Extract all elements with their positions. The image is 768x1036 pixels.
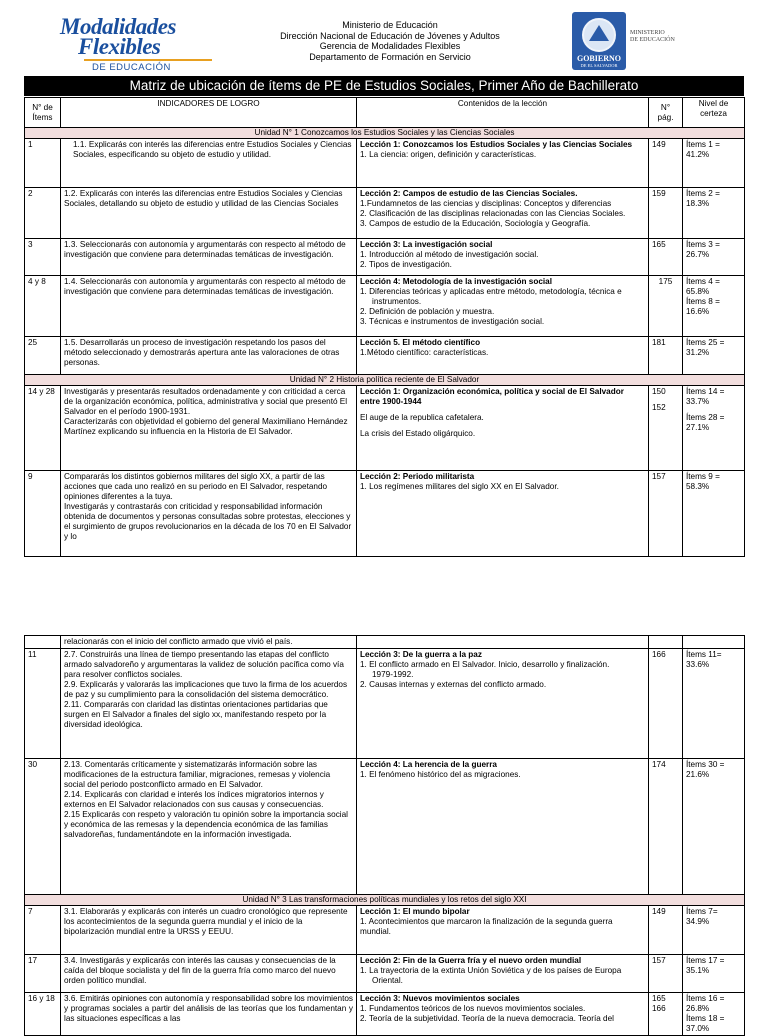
header-line-departamento: Departamento de Formación en Servicio (309, 51, 471, 62)
table-row: 14 y 28 Investigarás y presentarás resultados ordenadamente y con criticidad a cerca de la organización económica, política, administrativa y social que presentó El Salvador en el período 1900-1931. Caracterizarás con objetividad el gobierno del general Maximiliano Hernández Martínez explicando su influencia en la Historia de El Salvador. Lección 1: Organización económica, política y social de El Salvador entre 1900-1944 El auge de la republica cafetalera. La crisis del Estado oligárquico. 150 152 Ítems 14 = 33.7% Ítems 28 = 27.1% (25, 386, 745, 471)
table-row: 2 1.2. Explicarás con interés las diferencias entre Estudios Sociales y Ciencias Sociales, detallando su objeto de estudio y utilidad de las Ciencias Sociales Lección 2: Campos de estudio de las Ciencias Sociales. 1.Fundamnetos de las ciencias y disciplinas: Conceptos y diferencias 2. Clasificación de las disciplinas relacionadas con las Ciencias Sociales. 3. Campos de estudio de la Educación, Sociología y Geografía. 159 Ítems 2 = 18.3% (25, 188, 745, 239)
table-row: 25 1.5. Desarrollarás un proceso de investigación respetando los pasos del método seleccionado y demostrarás apertura ante las valoraciones de otras personas. Lección 5. El método científico 1.Método científico: características. 181 Ítems 25 = 31.2% (25, 337, 745, 375)
gobierno-el-salvador-logo (572, 12, 682, 74)
unit-1-title: Unidad N° 1 Conozcamos los Estudios Sociales y las Ciencias Sociales (25, 128, 745, 139)
unit-2-title: Unidad N° 2 Historia política reciente de El Salvador (25, 375, 745, 386)
header-line-direccion: Dirección Nacional de Educación de Jóvenes y Adultos (280, 30, 500, 41)
logo-line-2: Flexibles (78, 34, 161, 59)
crest-text-gobierno: GOBIERNO (576, 54, 621, 63)
table-row: 4 y 8 1.4. Seleccionarás con autonomía y argumentarás con respecto al método de investigación que conviene para determinadas temáticas de investigación. Lección 4: Metodología de la investigación social 1. Diferencias teóricas y aplicadas entre método, metodología, técnica e instrumentos. 2. Definición de población y muestra. 3. Técnicas e instrumentos de investigación social. 175 Ítems 4 = 65.8% Ítems 8 = 16.6% (25, 276, 745, 337)
col-header-nivel: Nivel de certeza (683, 98, 745, 128)
ministry-label: MINISTERIO DE EDUCACIÓN (630, 30, 675, 43)
unit-row (25, 128, 745, 139)
crest-icon (572, 12, 626, 70)
items-matrix-table-page-1 (24, 97, 745, 557)
table-header-row (25, 98, 745, 128)
items-matrix-table-page-2 (24, 635, 745, 1036)
table-row: 17 3.4. Investigarás y explicarás con interés las causas y consecuencias de la caída del bloque socialista y del fin de la guerra fría como marco del nuevo orden político mundial. Lección 2: Fin de la Guerra fría y el nuevo orden mundial 1. La trayectoria de la extinta Unión Soviética y de los países de Europa Oriental. 157 Ítems 17 = 35.1% (25, 955, 745, 993)
table-row: 11 2.7. Construirás una línea de tiempo presentando las etapas del conflicto armado salvadoreño y argumentaras la validez de solución pacífica como vía para resolver conflictos sociales. 2.9. Explicarás y valorarás las implicaciones que tuvo la firma de los acuerdos de paz y su cumplimiento para la consolidación del sistema democrático. 2.11. Compararás con claridad las distintas orientaciones partidarias que surgen en El Salvador a finales del siglo xx, manifestando respeto por la diversidad ideológica. Lección 3: De la guerra a la paz 1. El conflicto armado en El Salvador. Inicio, desarrollo y finalización. 1979-1992. 2. Causas internas y externas del conflicto armado. 166 Ítems 11= 33.6% (25, 649, 745, 759)
document-title: Matriz de ubicación de ítems de PE de Estudios Sociales, Primer Año de Bachillerato (24, 76, 744, 96)
table-row: 30 2.13. Comentarás críticamente y sistematizarás información sobre las modificaciones de la estructura familiar, migraciones, remesas y violencia social del periodo postconflicto armado en El Salvador. 2.14. Explicarás con claridad e interés los índices migratorios internos y externos en El Salvador relacionados con sus causas y consecuencias. 2.15 Explicarás con respeto y valoración tu opinión sobre la importancia social y económica de las remesas y la dependencia económica de las familias salvadoreñas, fundamentándote en la información investigada. Lección 4: La herencia de la guerra 1. El fenómeno histórico del as migraciones. 174 Ítems 30 = 21.6% (25, 759, 745, 895)
table-row: 9 Compararás los distintos gobiernos militares del siglo XX, a partir de las acciones que cada uno realizó en su periodo en El Salvador, respetando opiniones diferentes a la tuya. Investigarás y contrastarás con criticidad y responsabilidad información obtenida de documentos y personas consultadas sobre protestas, elecciones y el surgimiento de grupos revolucionarios en la década de los 70 en El Salvador y lo Lección 2: Periodo militarista 1. Los regímenes militares del siglo XX en El Salvador. 157 Ítems 9 = 58.3% (25, 471, 745, 557)
unit-3-title: Unidad N° 3 Las transformaciones políticas mundiales y los retos del siglo XXI (25, 895, 745, 906)
col-header-contenidos: Contenidos de la lección (357, 98, 649, 128)
crest-text-el-salvador: DE EL SALVADOR (580, 63, 618, 68)
col-header-indicadores: INDICADORES DE LOGRO (61, 98, 357, 128)
col-header-items: N° de Ítems (25, 98, 61, 128)
table-row: 3 1.3. Seleccionarás con autonomía y argumentarás con respecto al método de investigación que conviene para determinadas temáticas de investigación. Lección 3: La investigación social 1. Introducción al método de investigación social. 2. Tipos de investigación. 165 Ítems 3 = 26.7% (25, 239, 745, 276)
modalidades-flexibles-logo (56, 14, 216, 73)
logo-underline (84, 59, 212, 61)
table-row: 16 y 18 3.6. Emitirás opiniones con autonomía y responsabilidad sobre los movimientos y programas sociales a partir del análisis de las teorías que los fundamentan y las situaciones específicas a las Lección 3: Nuevos movimientos sociales 1. Fundamentos teóricos de los nuevos movimientos sociales. 2. Teoría de la subjetividad. Teoría de la nueva democracia. Teoría del 165 166 Ítems 16 = 26.8% Ítems 18 = 37.0% (25, 993, 745, 1036)
header-line-ministerio: Ministerio de Educación (342, 20, 438, 30)
table-row: relacionarás con el inicio del conflicto armado que vivió el país. (25, 636, 745, 649)
logo-line-3: DE EDUCACIÓN (92, 62, 171, 73)
table-row: 1 1.1. Explicarás con interés las diferencias entre Estudios Sociales y Ciencias Sociales, especificando su objeto de estudio y utilidad. Lección 1: Conozcamos los Estudios Sociales y las Ciencias Sociales 1. La ciencia: origen, definición y características. 149 Ítems 1 = 41.2% (25, 139, 745, 188)
logo-line-1: Modalidades (60, 14, 176, 39)
col-header-pagina: N° pág. (649, 98, 683, 128)
unit-row (25, 375, 745, 386)
unit-row (25, 895, 745, 906)
table-row: 7 3.1. Elaborarás y explicarás con interés un cuadro cronológico que represente los acontecimientos de la segunda guerra mundial y el inicio de la bipolarización mundial entre la URSS y EEUU. Lección 1: El mundo bipolar 1. Acontecimientos que marcaron la finalización de la segunda guerra mundial. 149 Ítems 7= 34.9% (25, 906, 745, 955)
header-institution-lines (240, 20, 540, 62)
header-line-gerencia: Gerencia de Modalidades Flexibles (319, 41, 461, 51)
